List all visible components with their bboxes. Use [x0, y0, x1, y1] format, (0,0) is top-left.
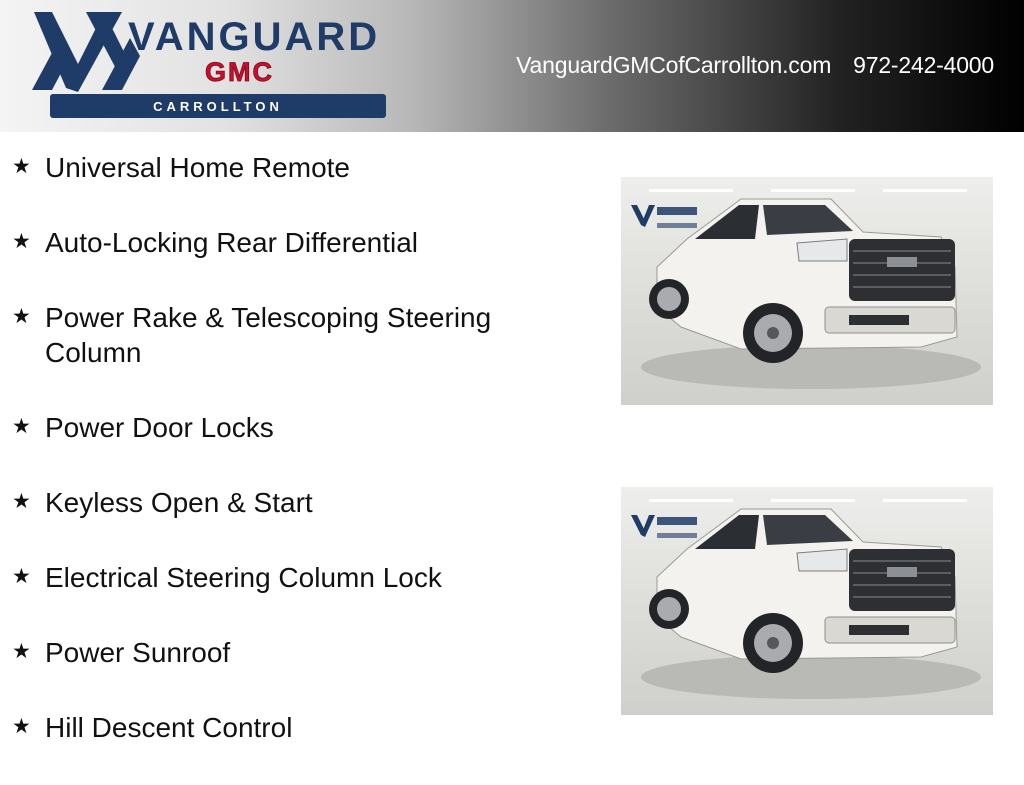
feature-text: Power Sunroof: [45, 637, 231, 668]
star-icon: ★: [12, 415, 31, 438]
star-icon: ★: [12, 230, 31, 253]
feature-text: Auto-Locking Rear Differential: [45, 227, 419, 258]
feature-item: [12, 225, 572, 260]
feature-text: Electrical Steering Column Lock: [45, 562, 442, 593]
star-icon: ★: [12, 565, 31, 588]
feature-text: Power Door Locks: [45, 412, 274, 443]
feature-item: [12, 710, 572, 745]
logo-location: CARROLLTON: [153, 99, 283, 114]
star-icon: ★: [12, 155, 31, 178]
vehicle-photo: [621, 487, 993, 715]
feature-list: [12, 150, 572, 785]
header-banner: [0, 0, 1024, 132]
dealer-website-link[interactable]: VanguardGMCofCarrollton.com: [516, 52, 832, 78]
logo-make: GMC: [205, 57, 274, 87]
logo-brand: VANGUARD: [128, 15, 381, 59]
feature-text: Keyless Open & Start: [45, 487, 313, 518]
star-icon: ★: [12, 305, 31, 328]
feature-item: [12, 150, 572, 185]
pickup-truck-illustration: [621, 487, 993, 715]
feature-item: [12, 560, 572, 595]
dealer-phone[interactable]: 972-242-4000: [853, 52, 994, 78]
logo-mark-icon: [32, 12, 140, 92]
dealer-contact: [516, 52, 994, 79]
feature-text: Power Rake & Telescoping Steering Column: [45, 302, 492, 368]
vehicle-photo: [621, 177, 993, 405]
feature-item: [12, 300, 572, 370]
pickup-truck-illustration: [621, 177, 993, 405]
star-icon: ★: [12, 490, 31, 513]
star-icon: ★: [12, 715, 31, 738]
star-icon: ★: [12, 640, 31, 663]
feature-item: [12, 485, 572, 520]
dealer-logo: [30, 8, 410, 124]
feature-text: Universal Home Remote: [45, 152, 350, 183]
feature-item: [12, 410, 572, 445]
feature-text: Hill Descent Control: [45, 712, 293, 743]
feature-item: [12, 635, 572, 670]
